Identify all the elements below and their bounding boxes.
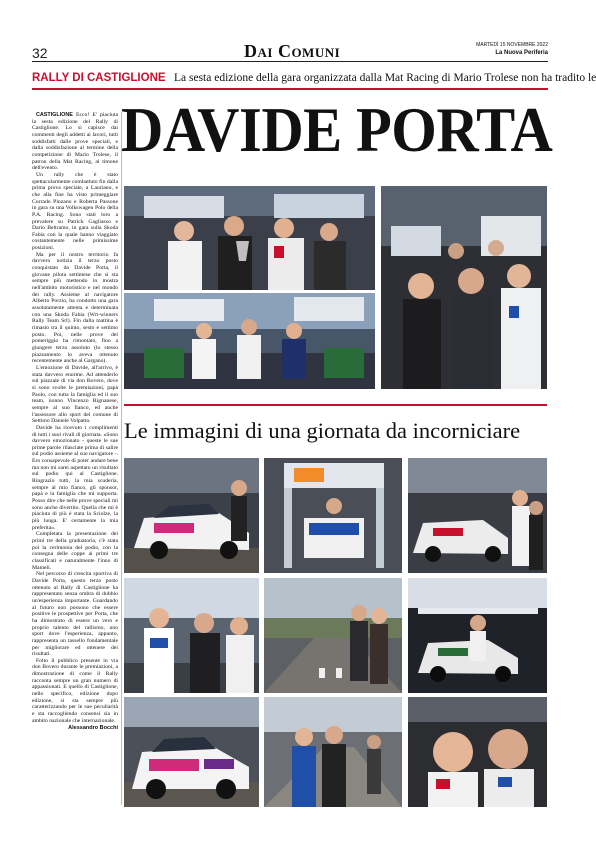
photo-fans-crowd [381,186,547,389]
photo-podium-trophy [124,186,375,290]
subheadline: Le immagini di una giornata da incorniciare [124,418,521,443]
article-kicker: RALLY DI CASTIGLIONE [32,72,166,84]
paragraph-7: Nel percorso di crescita sportiva di Davide Porta, questo terzo posto ottenuto al Rally di Castiglione ha rappresentato senza ombra di dubbio un'esperienza importante. Guardando al futuro non possono che essere positive le prospettive per Porta, che ha dimostrato di essere un vero e proprio talento del rallismo, uno sport dove l'esperienza, appunto, rappresenta un tassello fondamentale per migliorare ed ottenere dei risultati. [32,571,118,658]
photo-night-ramp [408,578,547,693]
issue-date: MARTEDÌ 15 NOVEMBRE 2022 [476,42,548,48]
headline: DAVIDE PORTA [121,95,553,165]
column-rule [121,112,122,805]
photo-selfie-drivers [408,697,547,807]
paragraph-3: Ma per il nostro territorio fa davvero notizia il terzo posto conquistato da Davide Porta, il giovane pilota settimese che si sta sempre più mettendo in mostra nell'ambito motoristico e nel mondo dei rally. Assieme al navigatore Alberto Porzio, ha condotto una gara assolutamente attenta e determinata con una Skoda Fabia (Wrt-winners Rally Team Srl). Fin dalla mattina è rimasto tra il quinto, sesto e settimo posto. Poi, nelle prove del pomeriggio ha rimontato, fino a giungere terzo assoluto (lo stesso piazzamento lo aveva ottenuto recentemente anche al Gargano). [32,251,118,365]
author-byline: Alessandro Bocchi [68,725,118,732]
paragraph-4: L'emozione di Davide, all'arrivo, è stata davvero enorme. Ad attenderlo sul piazzale di via don Bovero, dove si sono svolte le premiazioni, papà Paolo, con tutta la famiglia ed il suo team, nonno Vincenzo Rignanese, sempre al suo fianco, ed anche l'assessore allo sport del comune di Settimo Daniele Volpatto. [32,364,118,425]
article-body [32,112,118,732]
kicker-rule [32,88,548,90]
photo-road-walkers [264,578,402,693]
paragraph-8: Folto il pubblico presente in via don Bovero durante le premiazioni, a dimostrazione di come il Rally racconta sempre un gran numero di appassionati. E quello di Castiglione, nello specifico, edizione dopo edizione, si sta sempre più caratterizzando per le sue peculiarità e sta raccogliendo consensi sia in ambito nazionale che internazionale. [32,657,118,724]
newspaper-name: La Nuova Periferia [495,50,548,56]
photo-service-park [408,458,547,573]
photo-podium-wide [124,293,375,389]
article-deck: La sesta edizione della gara organizzata dalla Mat Racing di Mario Trolese non ha tradito le [174,72,596,84]
subhead-rule [124,404,547,406]
paragraph-2: Un rally che è stato spettacolarmente combattuto fin dalla prima prova speciale, a Lauriano, e che alla fine ha visto primeggiare Corrado Pinzano e Roberta Passone in gara su una Volkswagen Polo della P.A. Racing. Sono stati loro a prevalere su Patrick Gagliasso e Dario Beltramo, in gara sulla Skoda Fabia con la quale hanno viaggiato costantemente nelle primissime posizioni. [32,171,118,252]
photo-start-arch [264,458,402,573]
paragraph-6: Completata la presentazione dei primi tre della graduatoria, c'è stata poi la cerimonia del podio, con la consegna delle coppe ai primi tre classificati e naturalmente l'inno di Mameli. [32,531,118,571]
photo-drivers-group [124,578,259,693]
section-title: Dai Comuni [244,41,341,61]
paragraph-5: Davide ha ricevuto i complimenti di tutti i suoi rivali di giornata. «Sono davvero emozionato - queste le sue prime parole rilasciate prima di salire sul podio assieme al suo navigatore -. Ero consapevole di poter andare bene ma non mi sarei aspettato un risultato sul podio qui al Castiglione. Ringrazio tutti, la mia scuderia, sempre al mio fianco, gli sponsor, papà e la famiglia che mi supporta. Posso dire che nelle prove speciali mi sono anche divertito. Quella che mi è piaciuta di più è stata la Sciolze, la più lunga. E' certamente la mia preferita». [32,424,118,531]
header-rule [32,61,548,62]
page-number: 32 [32,45,48,61]
lead-word: CASTIGLIONE [36,112,73,118]
photo-car-parked [124,697,259,807]
photo-rally-car-white [124,458,259,573]
paragraph-1: CASTIGLIONE Ecco! E' piaciuta la sesta edizione del Rally di Castiglione. Lo si capisce dai commenti degli addetti ai lavori, tutti soddisfatti dalle prove speciali, e dalla soddisfazione al termine della competizione di Mario Trolese, il patron della Mat Racing, al timone dell'evento. [32,112,119,172]
photo-street-fans [264,697,402,807]
